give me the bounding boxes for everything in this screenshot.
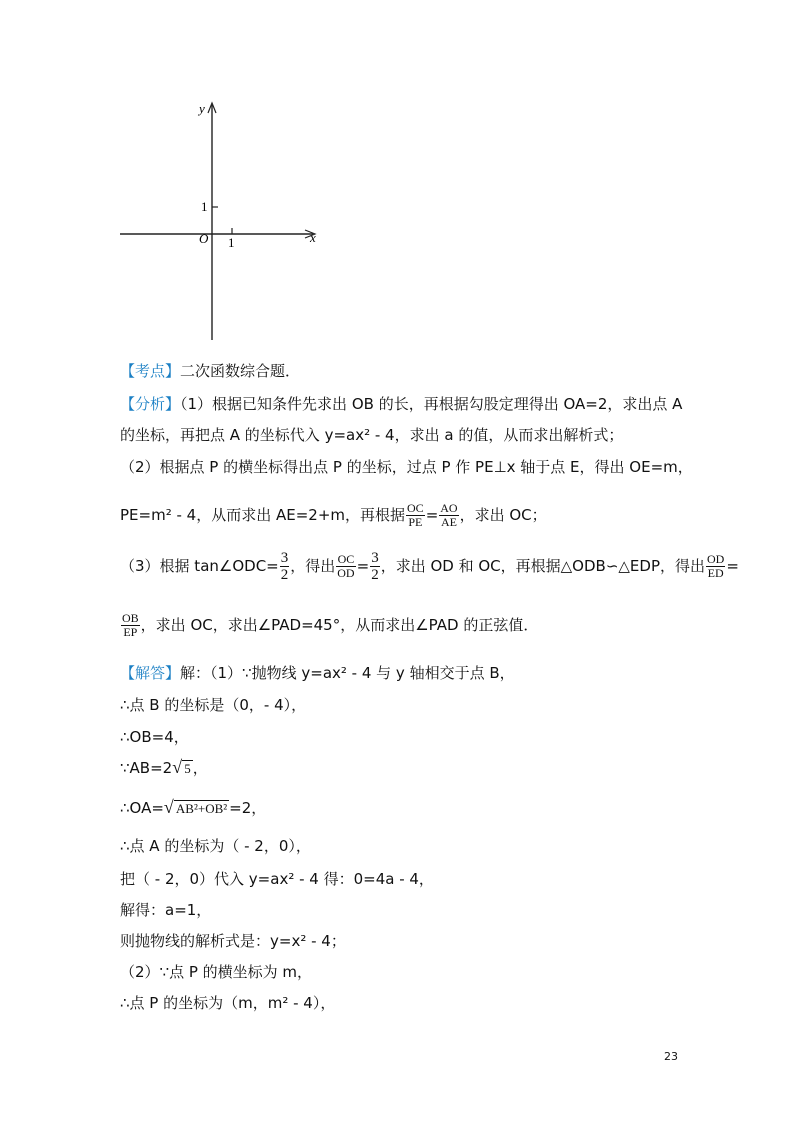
jieda-line-7: 把（ - 2，0）代入 y=ax² - 4 得：0=4a - 4，	[120, 870, 434, 888]
fraction-numerator: AO	[440, 501, 458, 515]
fraction-numerator: 3	[371, 550, 379, 566]
jieda-text-4b: ，	[192, 759, 208, 777]
fraction-denominator: ED	[707, 566, 724, 580]
jieda-text-5a: ∴OA=	[120, 799, 164, 817]
fraction-denominator: 2	[371, 567, 379, 583]
coordinate-axes-graph	[115, 95, 325, 345]
fraction-oc-pe	[406, 502, 425, 529]
y-axis-label: y	[199, 101, 205, 116]
fenxi-text-4b: ，求出 OC；	[459, 506, 547, 524]
fraction-numerator: OB	[122, 611, 139, 625]
fenxi-text-1: （1）根据已知条件先求出 OB 的长，再根据勾股定理得出 OA=2，求出点 A	[180, 395, 683, 413]
fenxi-line-5	[120, 550, 739, 583]
fraction-numerator: OC	[407, 501, 424, 515]
x-tick-label: 1	[228, 235, 235, 250]
radical-sign: √	[163, 797, 174, 817]
radicand: AB²+OB²	[175, 801, 228, 816]
jieda-text-5b: =2，	[229, 799, 267, 817]
fraction-3-2	[280, 550, 290, 583]
page-number: 23	[664, 1050, 678, 1063]
fenxi-line-4	[120, 502, 547, 529]
jieda-line-3: ∴OB=4，	[120, 728, 189, 746]
jieda-line-11: ∴点 P 的坐标为（m，m² - 4），	[120, 994, 336, 1012]
jieda-line-9: 则抛物线的解析式是：y=x² - 4；	[120, 932, 346, 950]
jieda-tag: 【解答】	[120, 664, 181, 682]
fraction-numerator: OC	[337, 552, 355, 566]
fraction-denominator: OD	[337, 566, 355, 580]
fenxi-text-5b: ，得出	[290, 557, 336, 575]
sqrt-ab-ob	[163, 797, 229, 817]
jieda-line-8: 解得：a=1，	[120, 901, 212, 919]
fenxi-line-3: （2）根据点 P 的横坐标得出点 P 的坐标，过点 P 作 PE⊥x 轴于点 E，得出 OE=m，	[120, 458, 693, 476]
x-axis-label: x	[310, 230, 316, 245]
origin-label: O	[199, 231, 209, 246]
fenxi-line-2: 的坐标，再把点 A 的坐标代入 y=ax² - 4，求出 a 的值，从而求出解析式；	[120, 426, 624, 444]
radical-sign: √	[172, 757, 183, 777]
equals-sign: =	[425, 506, 439, 524]
kaodian-tag: 【考点】	[120, 362, 181, 380]
jieda-line-2: ∴点 B 的坐标是（0，- 4），	[120, 696, 307, 714]
radicand: 5	[184, 761, 191, 776]
jieda-line-1	[120, 662, 515, 683]
fenxi-text-5c: ，求出 OD 和 OC，再根据△ODB∽△EDP，得出	[380, 557, 705, 575]
jieda-text-4a: ∵AB=2	[120, 759, 173, 777]
fenxi-text-4a: PE=m² - 4，从而求出 AE=2+m，再根据	[120, 506, 406, 524]
sqrt-five	[172, 757, 193, 777]
jieda-line-10: （2）∵点 P 的横坐标为 m，	[120, 963, 313, 981]
fenxi-line-6	[120, 612, 538, 639]
fenxi-text-5d: =	[726, 557, 739, 575]
jieda-line-5	[120, 797, 266, 818]
fraction-numerator: 3	[280, 550, 289, 566]
fraction-denominator: 2	[280, 567, 289, 583]
fenxi-text-6: ，求出 OC，求出∠PAD=45°，从而求出∠PAD 的正弦值．	[140, 616, 539, 634]
fraction-denominator: EP	[123, 625, 138, 639]
jieda-line-6: ∴点 A 的坐标为（ - 2，0），	[120, 837, 311, 855]
jieda-line-4	[120, 757, 208, 778]
fraction-ob-ep	[121, 612, 140, 639]
fenxi-tag: 【分析】	[120, 395, 181, 413]
fenxi-text-5a: （3）根据 tan∠ODC=	[120, 557, 279, 575]
fenxi-line-1	[120, 393, 682, 414]
kaodian-text: 二次函数综合题．	[180, 362, 301, 380]
fraction-numerator: OD	[707, 552, 725, 566]
y-tick-label: 1	[201, 199, 208, 214]
fraction-denominator: PE	[408, 515, 423, 529]
equals-sign: =	[356, 557, 370, 575]
fraction-od-ed	[706, 553, 725, 580]
fraction-denominator: AE	[440, 515, 457, 529]
kaodian-line	[120, 360, 300, 381]
fraction-3-2-second	[370, 550, 380, 583]
jieda-text-1: 解：（1）∵抛物线 y=ax² - 4 与 y 轴相交于点 B，	[180, 664, 515, 682]
fraction-oc-od	[336, 553, 355, 580]
fraction-ao-ae	[439, 502, 458, 529]
